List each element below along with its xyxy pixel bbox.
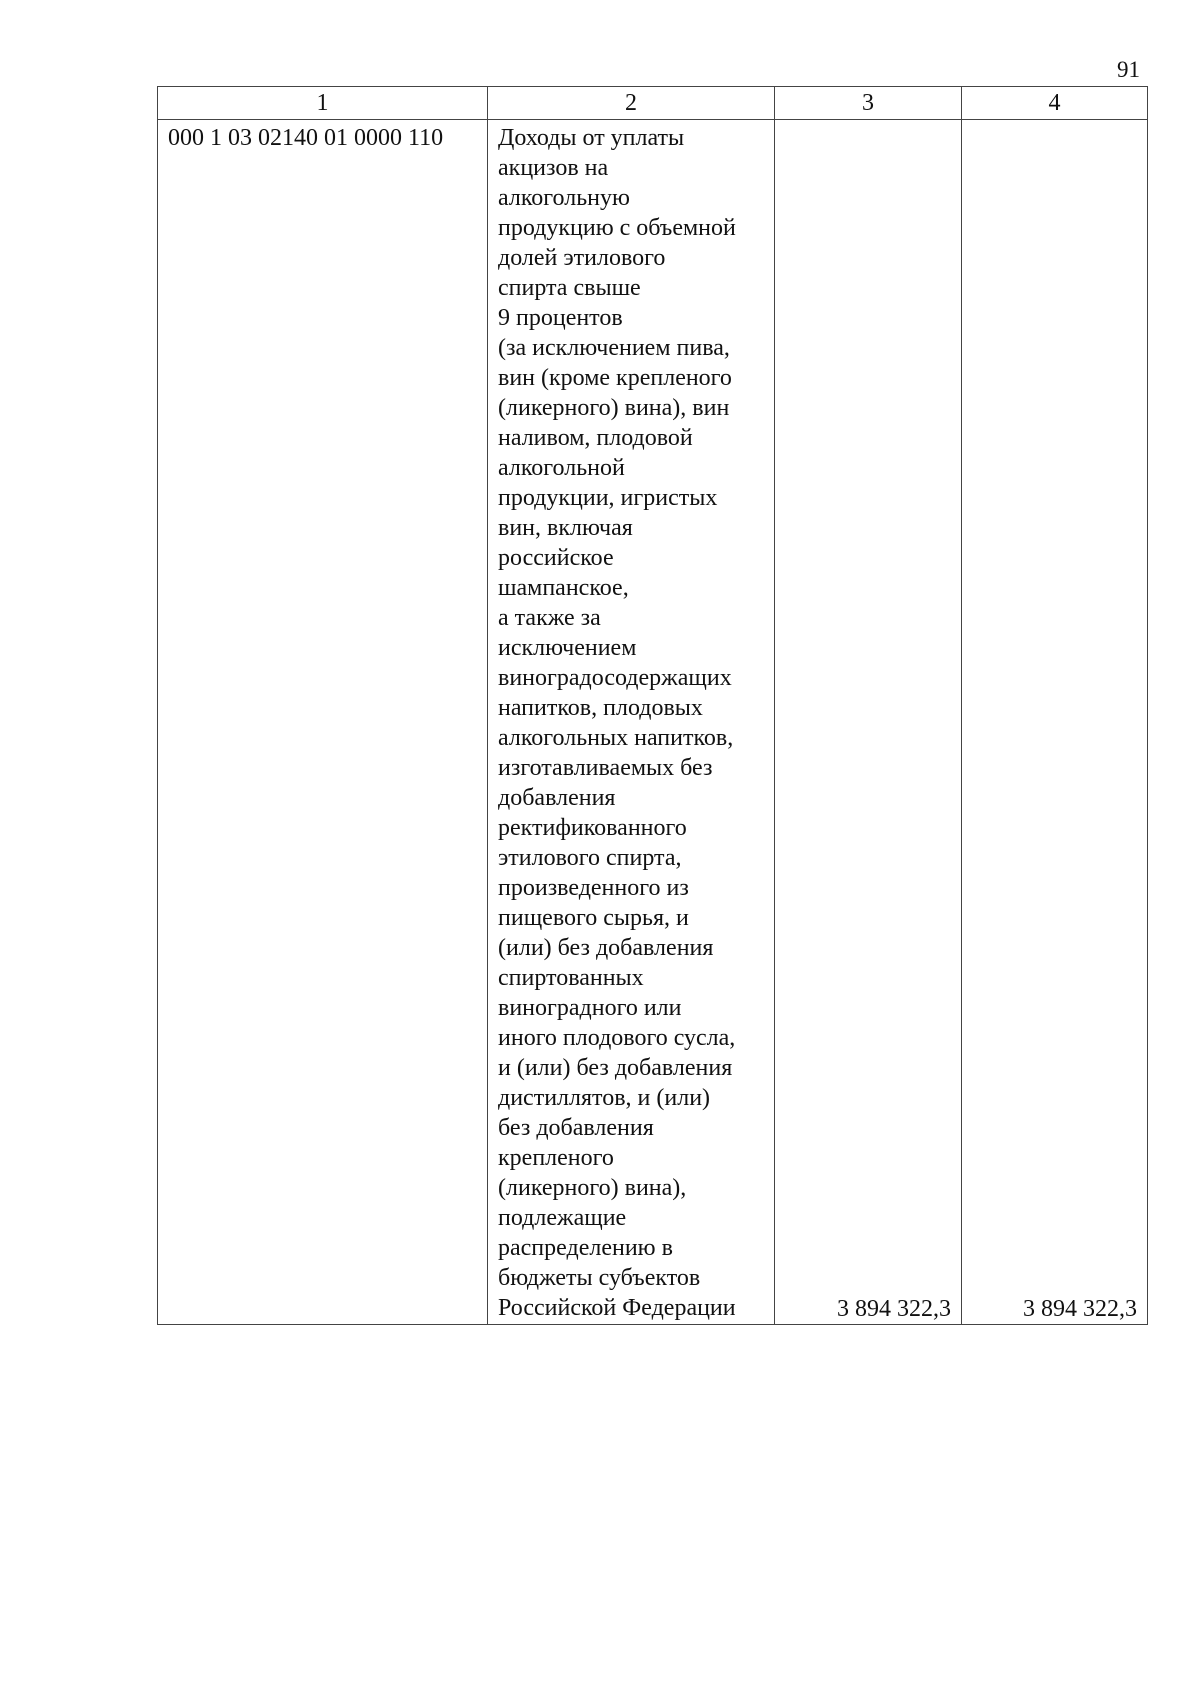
description-line: спирта свыше (498, 275, 641, 301)
description-line: шампанское, (498, 575, 629, 601)
description-line: 9 процентов (498, 305, 623, 331)
description-line: подлежащие (498, 1205, 627, 1231)
description-line: алкогольных напитков, (498, 725, 734, 751)
description-line: (ликерного) вина), вин (498, 395, 730, 421)
column-header-3: 3 (775, 87, 962, 120)
description-line: пищевого сырья, и (498, 905, 689, 931)
description-line: алкогольную (498, 185, 630, 211)
table-row (158, 120, 1148, 1325)
classification-code: 000 1 03 02140 01 0000 110 (168, 125, 444, 151)
description-line: ректификованного (498, 815, 687, 841)
column-header-4: 4 (962, 87, 1148, 120)
description-line: долей этилового (498, 245, 666, 271)
description-line: произведенного из (498, 875, 689, 901)
revenue-description (498, 120, 764, 1324)
description-line: (ликерного) вина), (498, 1175, 687, 1201)
description-line: Российской Федерации (498, 1295, 736, 1321)
description-line: акцизов на (498, 155, 609, 181)
column-header-1: 1 (158, 87, 488, 120)
description-cell (488, 120, 775, 1325)
description-line: виноградного или (498, 995, 682, 1021)
description-line: продукции, игристых (498, 485, 718, 511)
description-line: дистиллятов, и (или) (498, 1085, 711, 1111)
classification-code-cell (158, 120, 488, 1325)
description-line: а также за (498, 605, 601, 631)
table-header-row (158, 87, 1148, 120)
description-line: этилового спирта, (498, 845, 682, 871)
description-line: спиртованных (498, 965, 644, 991)
description-line: изготавливаемых без (498, 755, 713, 781)
description-line: наливом, плодовой (498, 425, 693, 451)
description-line: вин, включая (498, 515, 633, 541)
description-line: (или) без добавления (498, 935, 714, 961)
page-number: 91 (1117, 57, 1140, 82)
description-line: Доходы от уплаты (498, 125, 685, 151)
description-line: без добавления (498, 1115, 654, 1141)
description-line: добавления (498, 785, 616, 811)
description-line: крепленого (498, 1145, 614, 1171)
description-line: виноградосодержащих (498, 665, 732, 691)
description-line: напитков, плодовых (498, 695, 703, 721)
description-line: (за исключением пива, (498, 335, 730, 361)
description-line: исключением (498, 635, 637, 661)
description-line: российское (498, 545, 614, 571)
description-line: и (или) без добавления (498, 1055, 733, 1081)
budget-revenue-table (157, 86, 1148, 1325)
description-line: продукцию с объемной (498, 215, 736, 241)
amount-column-4: 3 894 322,3 (962, 120, 1148, 1325)
description-line: алкогольной (498, 455, 625, 481)
description-line: вин (кроме крепленого (498, 365, 732, 391)
amount-column-3: 3 894 322,3 (775, 120, 962, 1325)
column-header-2: 2 (488, 87, 775, 120)
description-line: бюджеты субъектов (498, 1265, 701, 1291)
description-line: распределению в (498, 1235, 673, 1261)
description-line: иного плодового сусла, (498, 1025, 736, 1051)
